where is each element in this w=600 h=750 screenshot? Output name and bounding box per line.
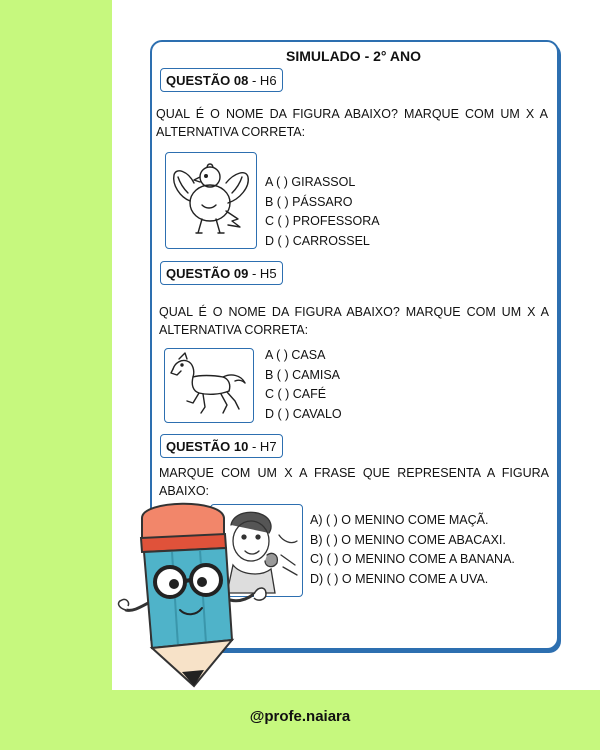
option-c[interactable]: C ( ) CAFÉ (265, 387, 327, 401)
option-d[interactable]: D ( ) CARROSSEL (265, 233, 370, 248)
option-d[interactable]: D ( ) CAVALO (265, 406, 342, 421)
question-10-label (160, 434, 283, 458)
option-a[interactable]: A) ( ) O MENINO COME MAÇÃ. (310, 513, 489, 527)
question-number: QUESTÃO 09 (166, 266, 249, 281)
question-10-text: MARQUE COM UM X A FRASE QUE REPRESENTA A FIGURA ABAIXO: (159, 466, 549, 498)
question-09-options (265, 346, 342, 424)
question-skill: - H5 (251, 266, 277, 281)
question-number: QUESTÃO 10 (166, 439, 249, 454)
horse-icon (165, 349, 252, 421)
question-09-text: QUAL É O NOME DA FIGURA ABAIXO? MARQUE COM UM X A ALTERNATIVA CORRETA: (159, 305, 549, 337)
question-09-figure (164, 348, 254, 423)
question-08-figure (165, 152, 257, 249)
question-skill: - H7 (251, 439, 277, 454)
pencil-mascot-icon (112, 490, 272, 690)
option-c[interactable]: C) ( ) O MENINO COME A BANANA. (310, 552, 515, 566)
question-08-options (265, 173, 380, 251)
option-b[interactable]: B ( ) PÁSSARO (265, 194, 353, 209)
question-number: QUESTÃO 08 (166, 73, 249, 88)
option-a[interactable]: A ( ) CASA (265, 348, 326, 362)
footer-handle: @profe.naiara (249, 708, 351, 725)
question-skill: - H6 (251, 73, 277, 88)
bird-icon (166, 153, 255, 247)
option-b[interactable]: B) ( ) O MENINO COME ABACAXI. (310, 532, 506, 547)
option-c[interactable]: C ( ) PROFESSORA (265, 214, 380, 228)
option-a[interactable]: A ( ) GIRASSOL (265, 175, 356, 189)
option-b[interactable]: B ( ) CAMISA (265, 367, 341, 382)
option-d[interactable]: D) ( ) O MENINO COME A UVA. (310, 571, 489, 586)
question-08-text: QUAL É O NOME DA FIGURA ABAIXO? MARQUE COM UM X A ALTERNATIVA CORRETA: (156, 107, 548, 139)
question-10-options (310, 511, 515, 589)
question-08-label (160, 68, 283, 92)
page-title: SIMULADO - 2° ANO (286, 48, 421, 64)
question-09-label (160, 261, 283, 285)
